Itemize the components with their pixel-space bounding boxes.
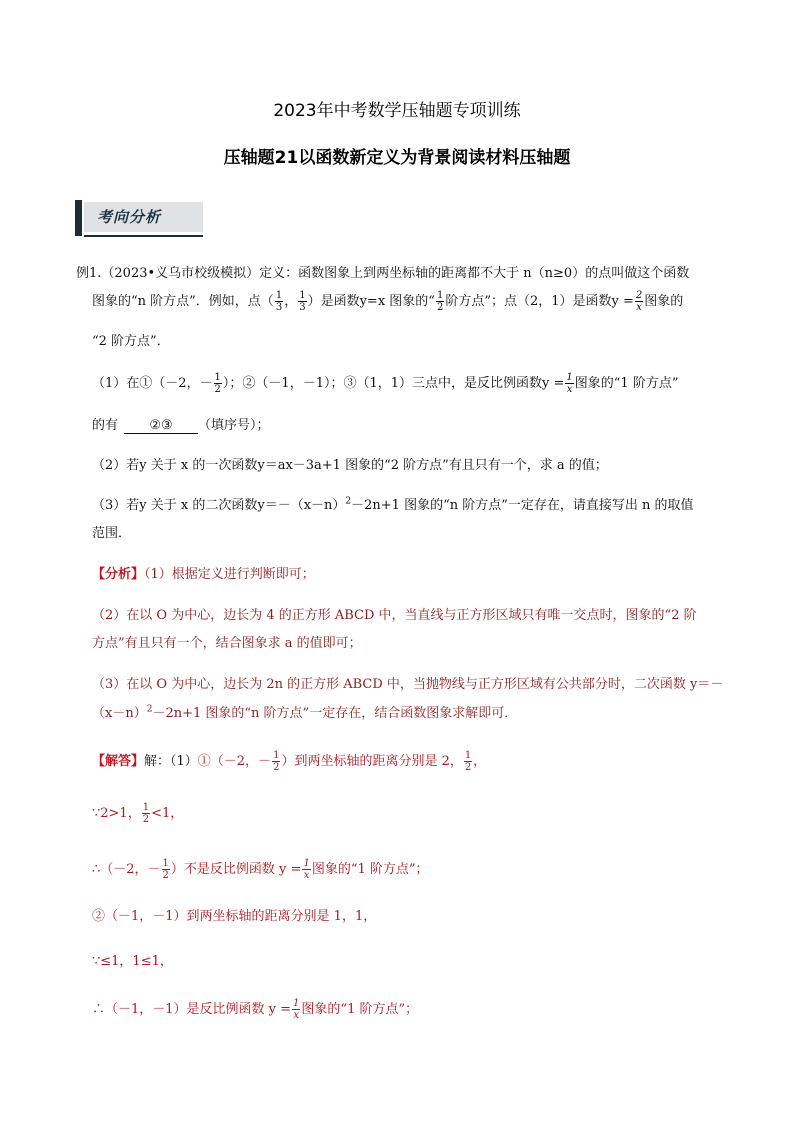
fraction [298,290,306,313]
analysis-line-1 [92,563,315,582]
den: x [303,870,310,881]
analysis-line-3: 方点”有且只有一个，结合图象求 a 的值即可； [92,636,362,651]
question-1-line-1 [92,372,678,395]
problem-line-3: “2 阶方点”． [92,334,170,349]
solution-line-1 [92,750,486,773]
solution-red-text [197,750,487,773]
text: 图象的“1 阶方点” [574,376,679,391]
solution-line-4: ②（－1，－1）到两坐标轴的距离分别是 1，1， [92,909,377,924]
fraction [436,290,444,313]
text: ①（－2，－ [197,754,272,769]
solution-line-6 [92,998,418,1021]
num: 1 [293,998,300,1009]
section-banner [75,198,205,238]
exponent: 2 [345,496,352,507]
text: 例1.（2023•义乌市校级模拟）定义：函数图象上到两坐标轴的距离都不大于 [76,266,520,281]
den: 2 [162,870,169,881]
fraction [214,372,222,395]
num: 1 [162,858,169,869]
document-title: 2023年中考数学压轴题专项训练 [273,101,521,121]
num: 1 [303,858,310,869]
text: －2n+1 图象的“n 阶方点”一定存在，请直接写出 n 的取值 [351,498,694,513]
text: （填序号）； [198,418,270,433]
fraction [302,858,310,881]
den: x [636,302,642,313]
text: 解：（1） [144,754,198,769]
num: 1 [566,372,573,383]
text: ， [284,294,298,309]
text: （1）根据定义进行判断即可； [144,567,315,582]
num: 2 [635,290,643,301]
text: ∴（－2，－ [92,862,161,877]
text: （x－n） [92,706,147,721]
analysis-tag: 【分析】 [92,567,145,582]
num: 1 [299,290,306,301]
num: 1 [214,372,221,383]
question-2: （2）若y 关于 x 的一次函数y＝ax－3a+1 图象的“2 阶方点”有且只有一个，求 a 的值； [92,458,608,473]
question-3-line-1 [92,494,694,513]
text: 图象的 [644,294,684,309]
fraction [275,290,283,313]
fraction [272,750,280,773]
text: 的有 [92,418,119,433]
text: 图象的“1 阶方点”； [301,1002,419,1017]
analysis-line-4: （3）在以 O 为中心，边长为 2n 的正方形 ABCD 中，当抛物线与正方形区域有公共部分时，二次函数 y＝－ [92,677,724,692]
num: 1 [436,290,444,301]
den: x [293,1010,300,1021]
den: x [566,384,573,395]
answer-blank: ②③ [124,418,198,434]
fraction [565,372,573,395]
solution-line-5: ∵≤1，1≤1， [92,954,173,969]
text: ， [473,754,487,769]
fraction [635,290,643,313]
section-label: 考向分析 [97,208,162,226]
den: 2 [273,762,280,773]
fraction [142,802,150,825]
fraction [292,998,300,1021]
fraction [162,858,170,881]
text: （1）在①（－2，－ [92,376,213,391]
text: ）到两坐标轴的距离分别是 2， [281,754,463,769]
text: －2n+1 图象的“n 阶方点”一定存在，结合函数图象求解即可． [152,706,518,721]
question-1-line-2 [92,414,270,434]
den: 2 [464,762,472,773]
num: 1 [142,802,150,813]
num: 1 [273,750,280,761]
den: 2 [214,384,221,395]
den: 2 [142,814,150,825]
text: 图象的“1 阶方点”； [311,862,429,877]
fraction [464,750,472,773]
text: 阶方点”；点（2，1）是函数y = [445,294,634,309]
solution-line-3 [92,858,429,881]
text: <1， [151,806,184,821]
question-3-line-2: 范围． [92,526,132,541]
num: 1 [464,750,472,761]
den: 3 [275,302,283,313]
text: n（n≥0）的点叫做这个函数 [523,266,690,281]
text: ）是函数y=x 图象的“ [307,294,435,309]
text: ）不是反比例函数 y = [170,862,302,877]
text: （3）若y 关于 x 的二次函数y＝－（x－n） [92,498,346,513]
den: 2 [436,302,444,313]
problem-line-2 [92,290,683,313]
exponent: 2 [146,704,153,715]
analysis-line-2: （2）在以 O 为中心，边长为 4 的正方形 ABCD 中，当直线与正方形区域只有唯一交点时，图象的“2 阶 [92,608,697,623]
text: ）；②（－1，－1）；③（1，1）三点中，是反比例函数y = [222,376,565,391]
den: 3 [299,302,306,313]
solution-tag: 【解答】 [92,754,145,769]
text: ∵2>1， [92,806,141,821]
text: 图象的“n 阶方点”．例如，点（ [92,294,274,309]
num: 1 [275,290,283,301]
document-subtitle: 压轴题21以函数新定义为背景阅读材料压轴题 [223,148,571,168]
problem-line-1 [76,262,689,281]
analysis-line-5 [92,702,517,721]
text: ∴（－1，－1）是反比例函数 y = [92,1002,292,1017]
solution-line-2 [92,802,183,825]
